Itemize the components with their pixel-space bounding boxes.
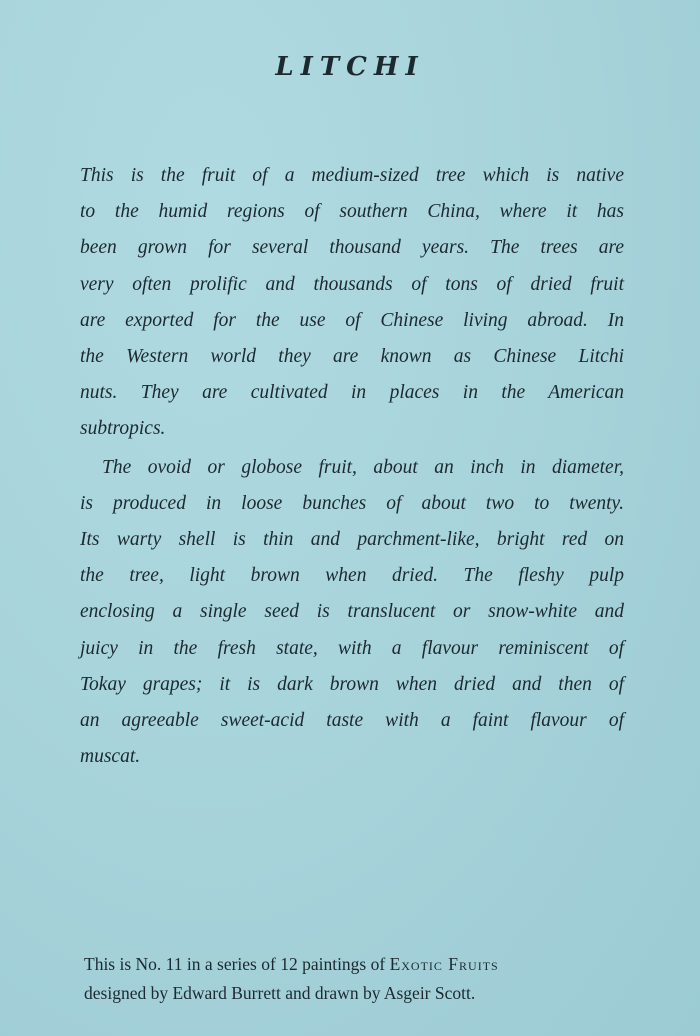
text-line: been grown for several thousand years. The trees are bbox=[80, 237, 624, 259]
text-line: Tokay grapes; it is dark brown when dried and then of bbox=[80, 673, 624, 695]
series-number-text: This is No. 11 in a series of 12 paintings of bbox=[84, 954, 386, 974]
text-line: the Western world they are known as Chinese Litchi bbox=[80, 346, 624, 368]
text-line: very often prolific and thousands of tons of dried fruit bbox=[80, 273, 624, 295]
text-line: enclosing a single seed is translucent or snow-white and bbox=[80, 601, 624, 623]
series-name: Exotic Fruits bbox=[389, 954, 499, 974]
text-line: to the humid regions of southern China, where it has bbox=[80, 201, 624, 223]
text-line: the tree, light brown when dried. The fleshy pulp bbox=[80, 565, 624, 587]
credit-line-1 bbox=[84, 950, 624, 979]
text-line: muscat. bbox=[80, 746, 141, 768]
text-line: is produced in loose bunches of about two to twenty. bbox=[80, 492, 624, 514]
paragraph-1 bbox=[80, 158, 624, 448]
paragraph-2 bbox=[80, 450, 624, 776]
page-title: LITCHI bbox=[275, 52, 425, 82]
text-line: nuts. They are cultivated in places in the American bbox=[80, 382, 624, 404]
text-line: Its warty shell is thin and parchment-like, bright red on bbox=[80, 529, 624, 551]
text-line: are exported for the use of Chinese living abroad. In bbox=[80, 309, 624, 331]
text-line: The ovoid or globose fruit, about an inch in diameter, bbox=[102, 456, 624, 478]
text-line: an agreeable sweet-acid taste with a faint flavour of bbox=[80, 710, 624, 732]
text-line: subtropics. bbox=[80, 418, 166, 440]
text-line: This is the fruit of a medium-sized tree which is native bbox=[80, 165, 624, 186]
credit-line-2: designed by Edward Burrett and drawn by Asgeir Scott. bbox=[84, 983, 476, 1003]
text-line: juicy in the fresh state, with a flavour reminiscent of bbox=[80, 637, 624, 659]
series-credit bbox=[84, 950, 624, 1008]
description-body bbox=[80, 158, 624, 775]
